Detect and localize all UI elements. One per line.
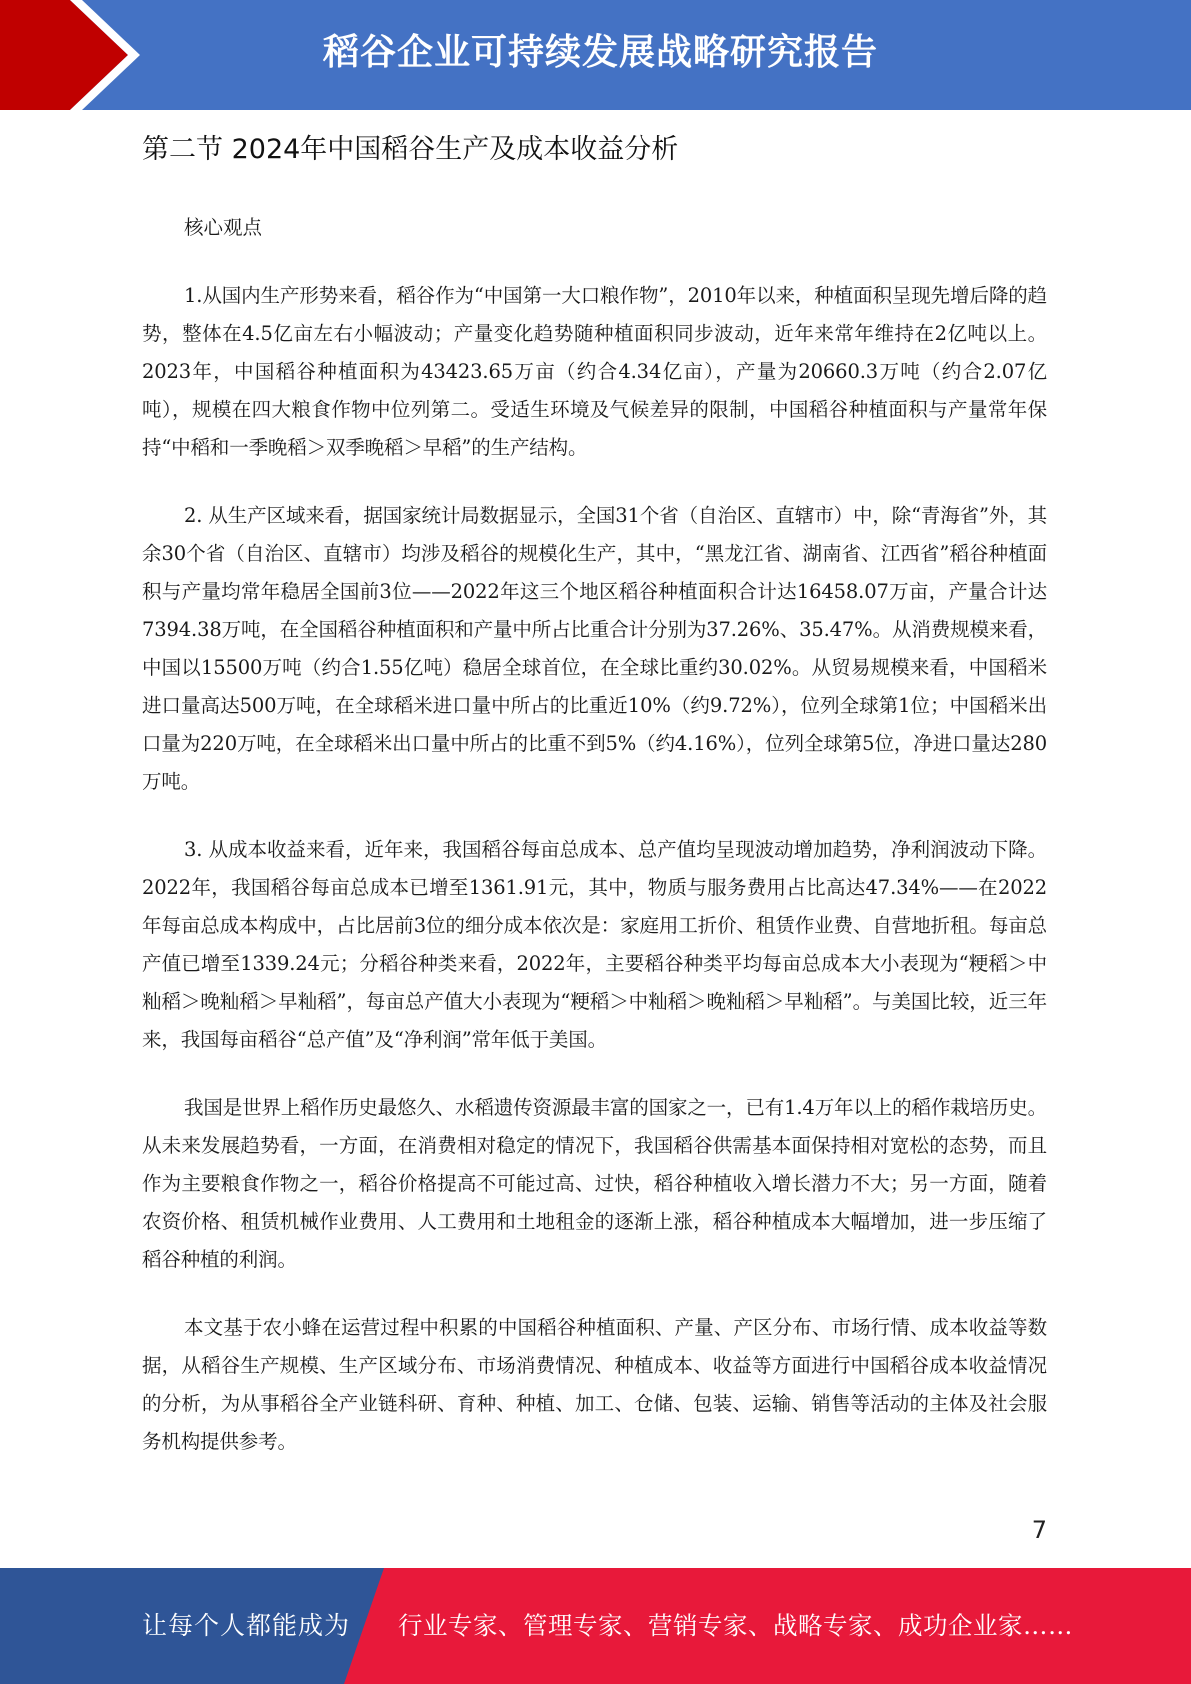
footer-slogan-left: 让每个人都能成为 — [142, 1611, 351, 1640]
section-title: 第二节 2024年中国稻谷生产及成本收益分析 — [142, 134, 679, 165]
core-viewpoint-label: 核心观点 — [184, 216, 263, 239]
main-content — [142, 125, 1047, 1461]
paragraph-production: 1.从国内生产形势来看，稻谷作为“中国第一大口粮作物”，2010年以来，种植面积呈现先增后降的趋势，整体在4.5亿亩左右小幅波动；产量变化趋势随种植面积同步波动，近年来常年维持在2亿吨以上。2023年，中国稻谷种植面积为43423.65万亩（约合4.34亿亩），产量为20660.3万吨（约合2.07亿吨），规模在四大粮食作物中位列第二。受适生环境及气候差异的限制，中国稻谷种植面积与产量常年保持“中稻和一季晚稻＞双季晚稻＞早稻”的生产结构。 — [142, 284, 1047, 459]
page-number: 7 — [1031, 1516, 1047, 1544]
paragraph-purpose: 本文基于农小蜂在运营过程中积累的中国稻谷种植面积、产量、产区分布、市场行情、成本收益等数据，从稻谷生产规模、生产区域分布、市场消费情况、种植成本、收益等方面进行中国稻谷成本收益情况的分析，为从事稻谷全产业链科研、育种、种植、加工、仓储、包装、运输、销售等活动的主体及社会服务机构提供参考。 — [142, 1316, 1047, 1453]
paragraph-cost-benefit: 3. 从成本收益来看，近年来，我国稻谷每亩总成本、总产值均呈现波动增加趋势，净利润波动下降。2022年，我国稻谷每亩总成本已增至1361.91元，其中，物质与服务费用占比高达47.34%——在2022年每亩总成本构成中，占比居前3位的细分成本依次是：家庭用工折价、租赁作业费、自营地折租。每亩总产值已增至1339.24元；分稻谷种类来看，2022年，主要稻谷种类平均每亩总成本大小表现为“粳稻＞中籼稻＞晚籼稻＞早籼稻”，每亩总产值大小表现为“粳稻＞中籼稻＞晚籼稻＞早籼稻”。与美国比较，近三年来，我国每亩稻谷“总产值”及“净利润”常年低于美国。 — [142, 838, 1047, 1051]
paragraph-region: 2. 从生产区域来看，据国家统计局数据显示，全国31个省（自治区、直辖市）中，除“青海省”外，其余30个省（自治区、直辖市）均涉及稻谷的规模化生产，其中，“黑龙江省、湖南省、江西省”稻谷种植面积与产量均常年稳居全国前3位——2022年这三个地区稻谷种植面积合计达16458.07万亩，产量合计达7394.38万吨，在全国稻谷种植面积和产量中所占比重合计分别为37.26%、35.47%。从消费规模来看，中国以15500万吨（约合1.55亿吨）稳居全球首位，在全球比重约30.02%。从贸易规模来看，中国稻米进口量高达500万吨，在全球稻米进口量中所占的比重近10%（约9.72%），位列全球第1位；中国稻米出口量为220万吨，在全球稻米出口量中所占的比重不到5%（约4.16%），位列全球第5位，净进口量达280万吨。 — [142, 504, 1047, 793]
footer-banner — [0, 1568, 1191, 1684]
chevron-arrow-decoration — [0, 0, 160, 110]
report-title: 稻谷企业可持续发展战略研究报告 — [322, 32, 878, 73]
paragraph-outlook: 我国是世界上稻作历史最悠久、水稻遗传资源最丰富的国家之一，已有1.4万年以上的稻作栽培历史。从未来发展趋势看，一方面，在消费相对稳定的情况下，我国稻谷供需基本面保持相对宽松的态势，而且作为主要粮食作物之一，稻谷价格提高不可能过高、过快，稻谷种植收入增长潜力不大；另一方面，随着农资价格、租赁机械作业费用、人工费用和土地租金的逐渐上涨，稻谷种植成本大幅增加，进一步压缩了稻谷种植的利润。 — [142, 1096, 1047, 1271]
header-banner — [0, 0, 1191, 110]
footer-slogan-right: 行业专家、管理专家、营销专家、战略专家、成功企业家…… — [398, 1611, 1073, 1640]
